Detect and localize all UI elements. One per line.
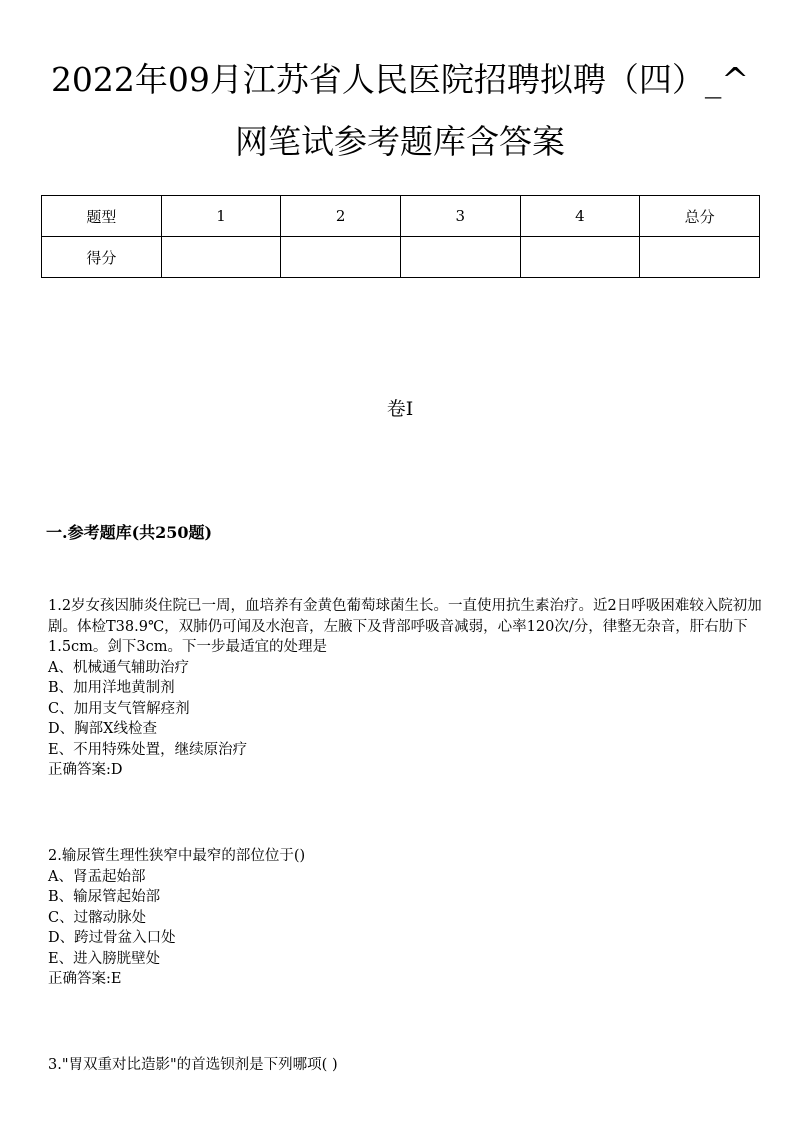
option-c: C、过髂动脉处 [48,909,147,926]
option-d: D、胸部X线检查 [48,721,157,737]
score-header-2: 2 [281,196,401,237]
option-a: A、机械通气辅助治疗 [48,659,189,676]
document-title-line2: 网笔试参考题库含答案 [235,122,565,161]
option-d: D、跨过骨盆入口处 [48,930,176,946]
score-cell-2 [281,237,401,278]
question-1 [48,596,768,781]
answer: 正确答案:E [48,971,122,987]
option-e: E、进入膀胱壁处 [48,950,161,967]
option-b: B、输尿管起始部 [48,889,161,905]
section-title: 一.参考题库(共250题) [46,523,213,542]
question-stem: 3."胃双重对比造影"的首选钡剂是下列哪项( ) [48,1057,338,1073]
option-a: A、肾盂起始部 [48,868,146,885]
question-2 [48,846,768,990]
score-cell-1 [161,237,281,278]
answer: 正确答案:D [48,762,123,778]
score-row-label: 得分 [42,237,162,278]
score-table-score-row [42,237,760,278]
score-header-3: 3 [400,196,520,237]
score-header-4: 4 [520,196,640,237]
score-header-type: 题型 [42,196,162,237]
question-stem: 2.输尿管生理性狭窄中最窄的部位位于() [48,848,306,864]
score-cell-total [640,237,760,278]
document-title-line1: 2022年09月江苏省人民医院招聘拟聘（四）_^ [50,60,750,99]
question-3 [48,1055,768,1076]
option-c: C、加用支气管解痉剂 [48,700,190,717]
score-cell-3 [400,237,520,278]
volume-heading: 卷I [386,398,414,420]
score-cell-4 [520,237,640,278]
option-e: E、不用特殊处置，继续原治疗 [48,741,248,758]
score-table [41,195,760,278]
option-b: B、加用洋地黄制剂 [48,680,175,696]
score-table-header-row [42,196,760,237]
score-header-1: 1 [161,196,281,237]
score-header-total: 总分 [640,196,760,237]
question-stem: 1.2岁女孩因肺炎住院已一周，血培养有金黄色葡萄球菌生长。一直使用抗生素治疗。近2日呼吸困难较入院初加剧。体检T38.9℃，双肺仍可闻及水泡音，左腋下及背部呼吸音减弱，心率120次/分，律整无杂音，肝右肋下1.5cm。剑下3cm。下一步最适宜的处理是 [48,598,762,655]
